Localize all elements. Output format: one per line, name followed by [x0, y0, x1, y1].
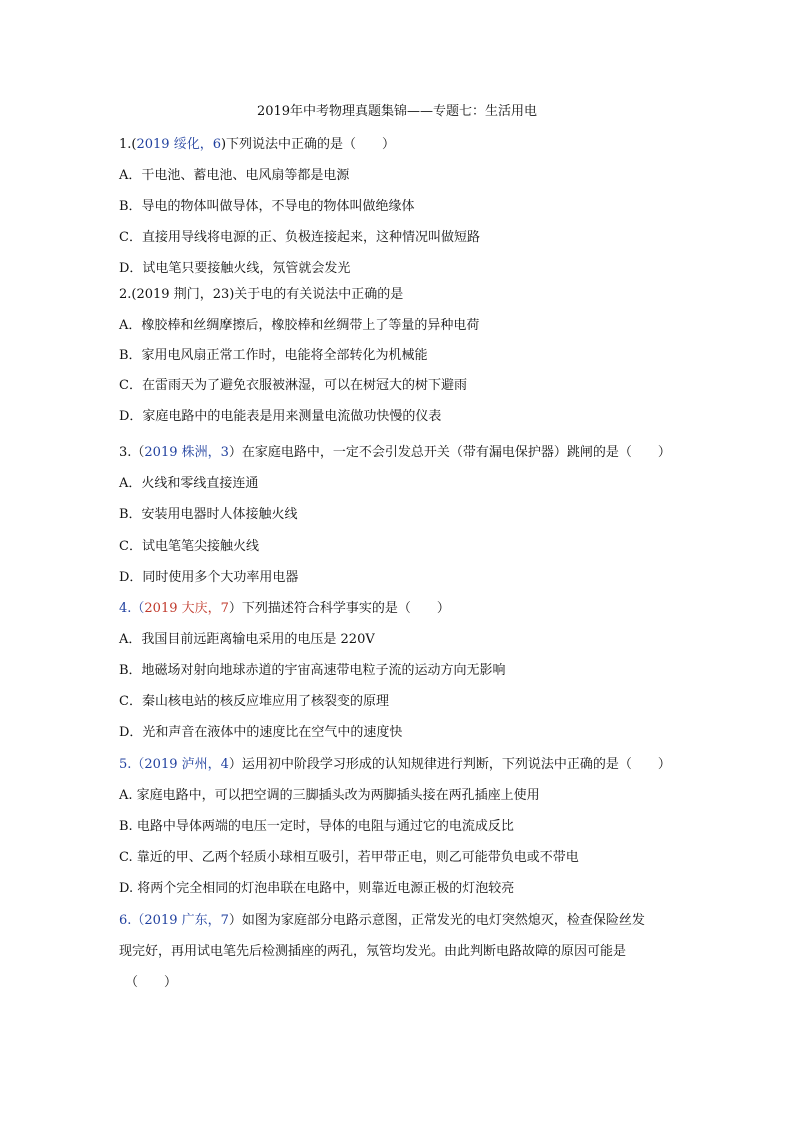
question-3-option-b: B．安装用电器时人体接触火线	[119, 507, 298, 522]
question-4-number: 4.（	[119, 601, 145, 616]
question-5-option-d: D. 将两个完全相同的灯泡串联在电路中，则靠近电源正极的灯泡较亮	[119, 881, 515, 896]
question-4-text: ）下列描述符合科学事实的是（ ）	[228, 601, 450, 616]
question-3-text: ）在家庭电路中，一定不会引发总开关（带有漏电保护器）跳闸的是（ ）	[228, 445, 671, 460]
question-5-number: 5.（	[119, 757, 145, 772]
question-3-number: 3.（	[119, 445, 145, 460]
question-2-option-c: C．在雷雨天为了避免衣服被淋湿，可以在树冠大的树下避雨	[119, 378, 467, 393]
question-3-option-a: A．火线和零线直接连通	[119, 476, 259, 491]
question-3-option-c: C．试电笔笔尖接触火线	[119, 539, 259, 554]
question-6-stem	[119, 912, 645, 930]
question-1-option-b: B．导电的物体叫做导体，不导电的物体叫做绝缘体	[119, 199, 415, 214]
question-2-option-a: A．橡胶棒和丝绸摩擦后，橡胶棒和丝绸带上了等量的异种电荷	[119, 318, 480, 333]
question-6-number: 6.（	[119, 913, 145, 928]
question-2-option-b: B．家用电风扇正常工作时，电能将全部转化为机械能	[119, 348, 428, 363]
question-1-number: 1.(	[119, 137, 137, 152]
question-5-option-b: B. 电路中导体两端的电压一定时，导体的电阻与通过它的电流成反比	[119, 819, 514, 834]
question-3-source: 2019 株洲，3	[144, 445, 229, 460]
question-5-option-a: A. 家庭电路中，可以把空调的三脚插头改为两脚插头接在两孔插座上使用	[119, 788, 540, 803]
question-1-option-a: A．干电池、蓄电池、电风扇等都是电源	[119, 168, 350, 183]
question-3-option-d: D．同时使用多个大功率用电器	[119, 570, 299, 585]
question-2-option-d: D．家庭电路中的电能表是用来测量电流做功快慢的仪表	[119, 409, 442, 424]
question-5-text: ）运用初中阶段学习形成的认知规律进行判断，下列说法中正确的是（ ）	[228, 757, 671, 772]
question-2-stem: 2.(2019 荆门，23)关于电的有关说法中正确的是	[119, 287, 404, 302]
question-1-option-c: C．直接用导线将电源的正、负极连接起来，这种情况叫做短路	[119, 230, 480, 245]
question-4-stem	[119, 600, 450, 618]
question-4-option-c: C．秦山核电站的核反应堆应用了核裂变的原理	[119, 694, 389, 709]
question-6-source: 2019 广东，7	[144, 913, 229, 928]
question-3-stem	[119, 444, 671, 462]
question-4-source: 2019 大庆，7	[144, 601, 229, 616]
question-4-option-a: A．我国目前远距离输电采用的电压是 220V	[119, 632, 375, 647]
question-4-option-d: D．光和声音在液体中的速度比在空气中的速度快	[119, 725, 403, 740]
question-1-stem	[119, 136, 395, 154]
question-1-source: 2019 绥化，6	[136, 137, 221, 152]
question-5-source: 2019 泸州，4	[144, 757, 229, 772]
question-1-option-d: D．试电笔只要接触火线，氖管就会发光	[119, 261, 351, 276]
question-6-text: ）如图为家庭部分电路示意图，正常发光的电灯突然熄灭，检查保险丝发	[228, 913, 645, 928]
question-6-answer-blank: （ ）	[125, 975, 178, 990]
page-title: 2019年中考物理真题集锦——专题七：生活用电	[256, 104, 538, 119]
question-6-stem-line-2: 现完好，再用试电笔先后检测插座的两孔，氖管均发光。由此判断电路故障的原因可能是	[119, 944, 627, 959]
question-4-option-b: B．地磁场对射向地球赤道的宇宙高速带电粒子流的运动方向无影响	[119, 663, 506, 678]
question-5-option-c: C. 靠近的甲、乙两个轻质小球相互吸引，若甲带正电，则乙可能带负电或不带电	[119, 850, 579, 865]
question-5-stem	[119, 756, 671, 774]
question-1-text: )下列说法中正确的是（ ）	[220, 137, 396, 152]
